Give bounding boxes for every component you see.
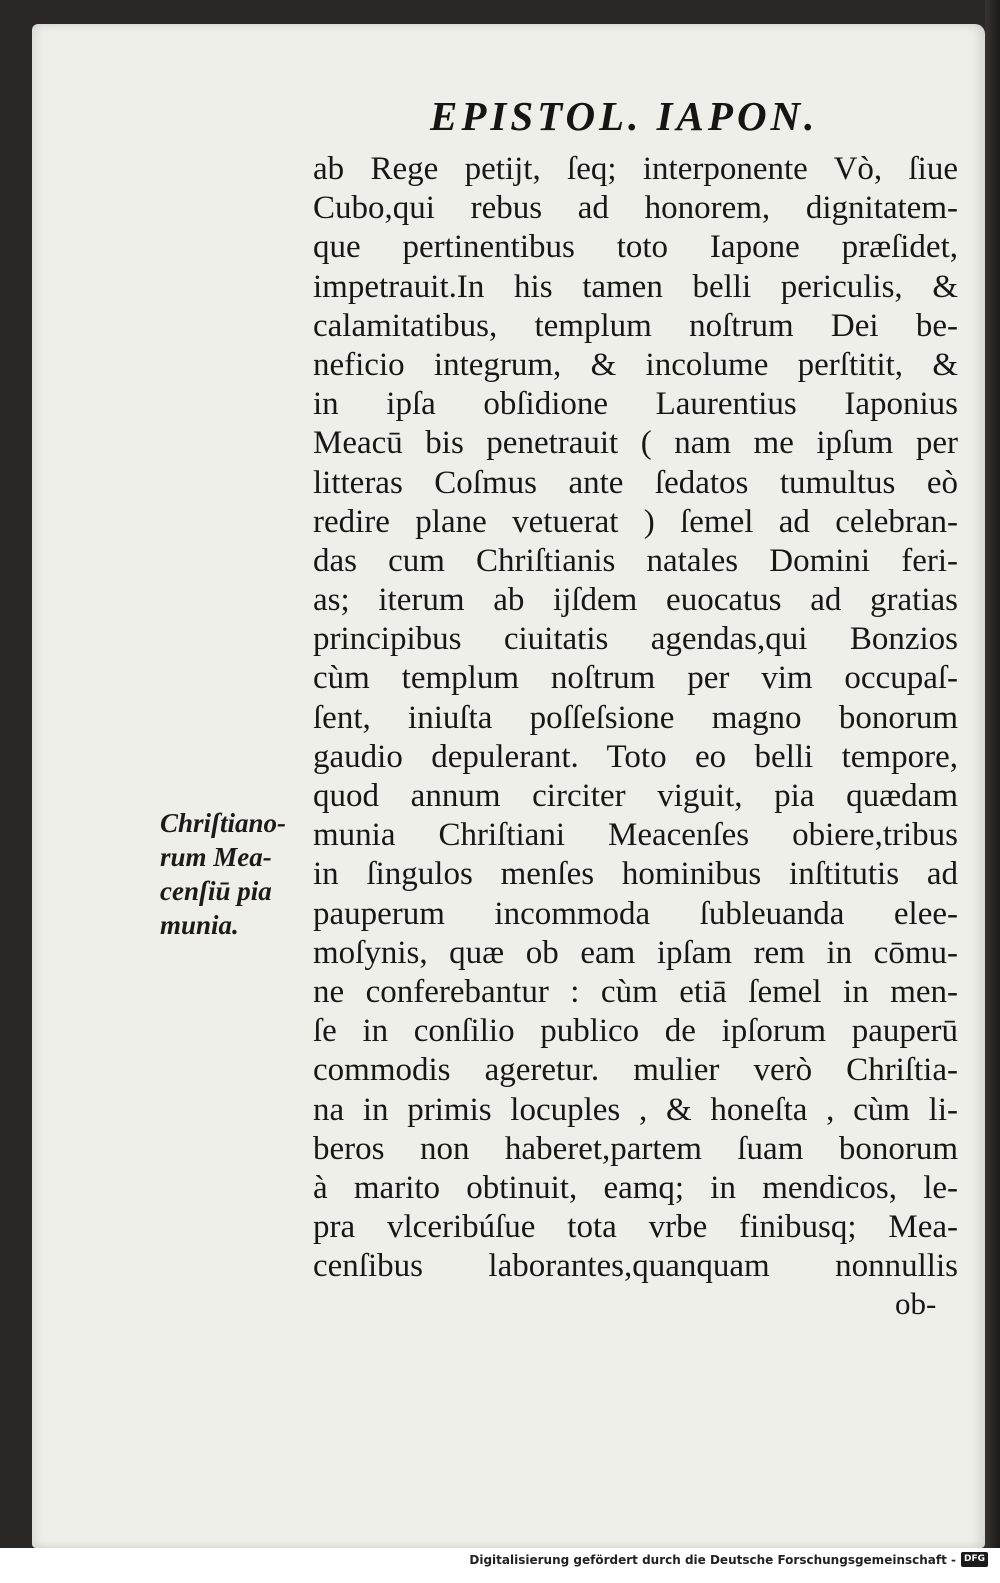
body-line: pra vlceribúſue tota vrbe finibusq; Mea- bbox=[313, 1209, 958, 1246]
body-line: beros non haberet,partem ſuam bonorum bbox=[313, 1130, 958, 1167]
body-line: ab Rege petijt, ſeq; interponente Vò, ſiue bbox=[313, 151, 958, 187]
body-line: in ſingulos menſes hominibus inſtitutis ad bbox=[313, 856, 958, 893]
dfg-logo: DFG bbox=[961, 1552, 988, 1567]
body-line: ſent, iniuſta poſſeſsione magno bonorum bbox=[313, 699, 958, 736]
body-line: gaudio depulerant. Toto eo belli tempore, bbox=[313, 738, 958, 775]
body-line: as; iterum ab ijſdem euocatus ad gratias bbox=[313, 582, 958, 619]
body-line: in ipſa obſidione Laurentius Iaponius bbox=[313, 386, 958, 423]
body-line: pauperum incommoda ſubleuanda elee- bbox=[313, 895, 958, 932]
body-line: principibus ciuitatis agendas,qui Bonzios bbox=[313, 621, 958, 658]
body-line: das cum Chriſtianis natales Domini feri- bbox=[313, 542, 958, 579]
body-line: neficio integrum, & incolume perſtitit, & bbox=[313, 346, 958, 383]
body-line: impetrauit.In his tamen belli periculis, & bbox=[313, 268, 958, 305]
body-line: redire plane vetuerat ) ſemel ad celebran- bbox=[313, 503, 958, 540]
body-line: commodis ageretur. mulier verò Chriſtia- bbox=[313, 1052, 958, 1089]
marginal-note bbox=[160, 806, 310, 942]
book-spine-edge bbox=[985, 0, 1000, 1583]
body-line: cenſibus laborantes,quanquam nonnullis bbox=[313, 1248, 958, 1285]
catchword: ob- bbox=[895, 1286, 937, 1321]
body-line: que pertinentibus toto Iapone præſidet, bbox=[313, 229, 958, 266]
body-line: munia Chriſtiani Meacenſes obiere,tribus bbox=[313, 817, 958, 854]
body-line: na in primis locuples , & honeſta , cùm li- bbox=[313, 1091, 958, 1128]
body-line: calamitatibus, templum noſtrum Dei be- bbox=[313, 307, 958, 344]
marginal-note-line: Chriſtiano- bbox=[160, 808, 287, 838]
running-head: EPISTOL. IAPON. bbox=[430, 93, 819, 139]
body-line: Cubo,qui rebus ad honorem, dignitatem- bbox=[313, 190, 958, 227]
body-line: cùm templum noſtrum per vim occupaſ- bbox=[313, 660, 958, 697]
body-text bbox=[313, 150, 958, 1286]
body-line: moſynis, quæ ob eam ipſam rem in cōmu- bbox=[313, 934, 958, 971]
body-line: ne conferebantur : cùm etiā ſemel in men- bbox=[313, 973, 958, 1010]
marginal-note-line: munia. bbox=[160, 910, 239, 940]
marginal-note-line: rum Mea- bbox=[160, 842, 272, 872]
marginal-note-line: cenſiū pia bbox=[160, 876, 272, 906]
footer-credit: Digitalisierung gefördert durch die Deutsche Forschungsgemeinschaft - bbox=[469, 1553, 956, 1567]
body-line: quod annum circiter viguit, pia quædam bbox=[313, 778, 958, 814]
body-line: à marito obtinuit, eamq; in mendicos, le- bbox=[313, 1169, 958, 1206]
body-line: ſe in conſilio publico de ipſorum pauperū bbox=[313, 1013, 958, 1050]
body-line: litteras Coſmus ante ſedatos tumultus eò bbox=[313, 464, 958, 501]
body-line: Meacū bis penetrauit ( nam me ipſum per bbox=[313, 425, 958, 462]
